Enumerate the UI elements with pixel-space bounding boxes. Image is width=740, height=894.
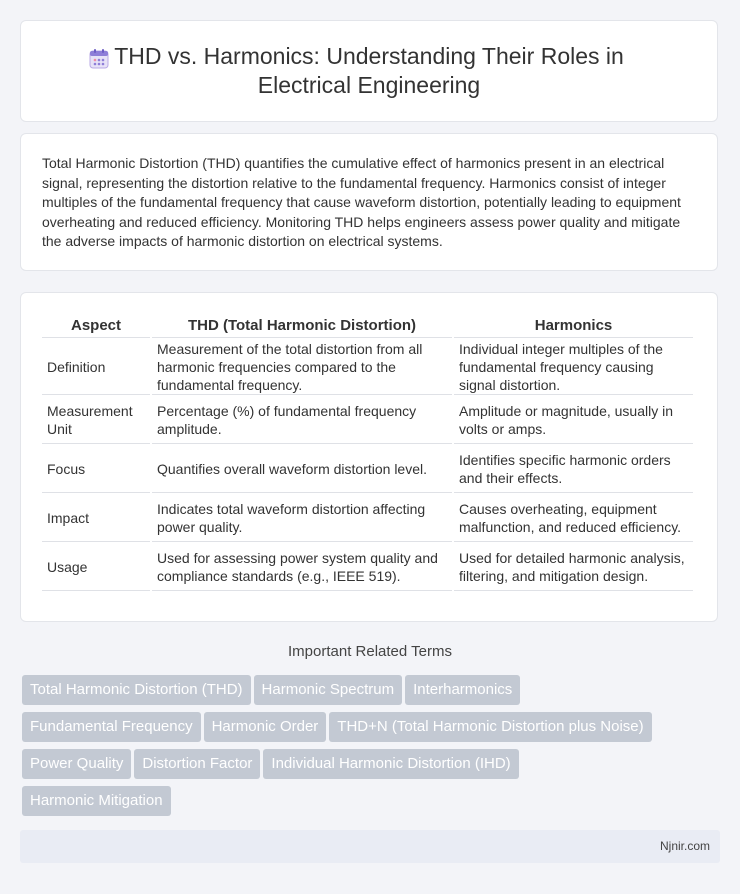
- intro-paragraph: Total Harmonic Distortion (THD) quantifies the cumulative effect of harmonics present in an electrical signal, representing the distortion relative to the fundamental frequency. Harmonics consist of integer multiples of the fundamental frequency that cause waveform distortion, potentially leading to equipment overheating and reduced efficiency. Monitoring THD helps engineers assess power quality and mitigate the adverse impacts of harmonic distortion on electrical systems.: [42, 155, 681, 250]
- calendar-icon: [88, 48, 110, 70]
- cell-thd: Indicates total waveform distortion affecting power quality.: [152, 495, 452, 542]
- cell-aspect: Focus: [42, 446, 150, 493]
- comparison-table: [40, 311, 695, 593]
- related-term-tag[interactable]: Power Quality: [22, 749, 131, 779]
- cell-aspect: Impact: [42, 495, 150, 542]
- header-harmonics: Harmonics: [454, 313, 693, 338]
- table-header-row: [42, 313, 693, 338]
- cell-thd: Quantifies overall waveform distortion level.: [152, 446, 452, 493]
- header-aspect: Aspect: [42, 313, 150, 338]
- cell-harmonics: Individual integer multiples of the fundamental frequency causing signal distortion.: [454, 340, 693, 395]
- related-term-tag[interactable]: Total Harmonic Distortion (THD): [22, 675, 251, 705]
- cell-thd: Measurement of the total distortion from all harmonic frequencies compared to the fundamental frequency.: [152, 340, 452, 395]
- related-term-tag[interactable]: Individual Harmonic Distortion (IHD): [263, 749, 518, 779]
- cell-harmonics: Amplitude or magnitude, usually in volts or amps.: [454, 397, 693, 444]
- related-term-tag[interactable]: Harmonic Mitigation: [22, 786, 171, 816]
- related-term-tag[interactable]: Fundamental Frequency: [22, 712, 201, 742]
- cell-thd: Used for assessing power system quality and compliance standards (e.g., IEEE 519).: [152, 544, 452, 591]
- table-row: [42, 544, 693, 591]
- header-thd: THD (Total Harmonic Distortion): [152, 313, 452, 338]
- table-row: [42, 397, 693, 444]
- table-row: [42, 446, 693, 493]
- related-term-tag[interactable]: Distortion Factor: [134, 749, 260, 779]
- cell-harmonics: Identifies specific harmonic orders and their effects.: [454, 446, 693, 493]
- table-row: [42, 340, 693, 395]
- cell-aspect: Measurement Unit: [42, 397, 150, 444]
- cell-aspect: Definition: [42, 340, 150, 395]
- related-term-tag[interactable]: Harmonic Spectrum: [254, 675, 403, 705]
- footer-site[interactable]: Njnir.com: [659, 839, 710, 853]
- table-row: [42, 495, 693, 542]
- header-card: [20, 20, 718, 122]
- cell-harmonics: Causes overheating, equipment malfunction, and reduced efficiency.: [454, 495, 693, 542]
- intro-card: [20, 133, 718, 271]
- footer: [20, 830, 720, 863]
- cell-thd: Percentage (%) of fundamental frequency amplitude.: [152, 397, 452, 444]
- cell-harmonics: Used for detailed harmonic analysis, filtering, and mitigation design.: [454, 544, 693, 591]
- related-term-tag[interactable]: Harmonic Order: [204, 712, 327, 742]
- comparison-table-card: [20, 292, 718, 622]
- page-title: THD vs. Harmonics: Understanding Their Roles in Electrical Engineering: [114, 43, 624, 98]
- related-term-tag[interactable]: Interharmonics: [405, 675, 520, 705]
- related-term-tag[interactable]: THD+N (Total Harmonic Distortion plus Noise): [329, 712, 651, 742]
- cell-aspect: Usage: [42, 544, 150, 591]
- related-terms-title: Important Related Terms: [288, 643, 452, 660]
- related-terms-list: [22, 675, 722, 823]
